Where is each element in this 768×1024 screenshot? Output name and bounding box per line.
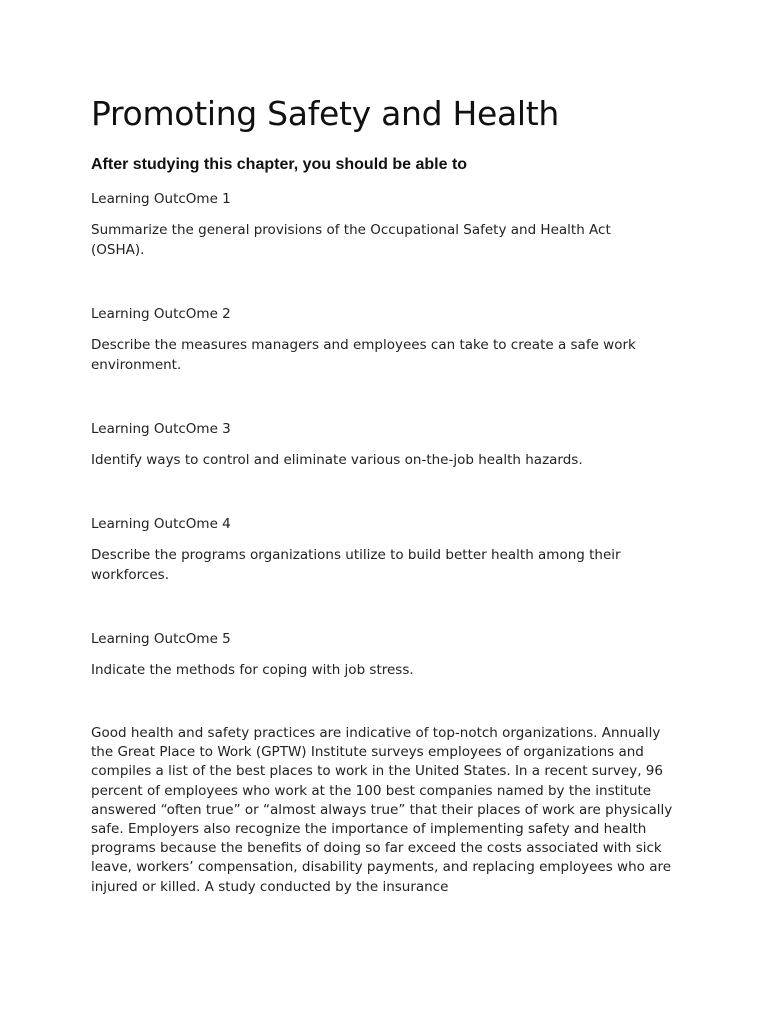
outcome-label-3: Learning OutcOme 3: [91, 421, 231, 437]
outcome-text-5: Indicate the methods for coping with job stress.: [91, 662, 414, 678]
chapter-subtitle: After studying this chapter, you should be able to: [91, 156, 468, 173]
outcome-label-5: Learning OutcOme 5: [91, 631, 231, 647]
page-title: Promoting Safety and Health: [91, 94, 560, 133]
outcome-label-2: Learning OutcOme 2: [91, 306, 231, 322]
outcome-text-2: Describe the measures managers and employees can take to create a safe work environment.: [91, 337, 636, 373]
outcome-text-4: Describe the programs organizations utilize to build better health among their workforces.: [91, 547, 621, 583]
body-paragraph: Good health and safety practices are indicative of top-notch organizations. Annually the Great Place to Work (GPTW) Institute surveys employees of organizations and compiles a list of the best places to work in the United States. In a recent survey, 96 percent of employees who work at the 100 best companies named by the institute answered “often true” or “almost always true” that their places of work are physically safe. Employers also recognize the importance of implementing safety and health programs because the benefits of doing so far exceed the costs associated with sick leave, workers’ compensation, disability payments, and replacing employees who are injured or killed. A study conducted by the insurance: [91, 725, 673, 895]
outcome-label-4: Learning OutcOme 4: [91, 516, 231, 532]
outcome-text-3: Identify ways to control and eliminate various on-the-job health hazards.: [91, 452, 583, 468]
outcome-label-1: Learning OutcOme 1: [91, 191, 231, 207]
outcome-text-1: Summarize the general provisions of the Occupational Safety and Health Act (OSHA).: [91, 222, 611, 258]
